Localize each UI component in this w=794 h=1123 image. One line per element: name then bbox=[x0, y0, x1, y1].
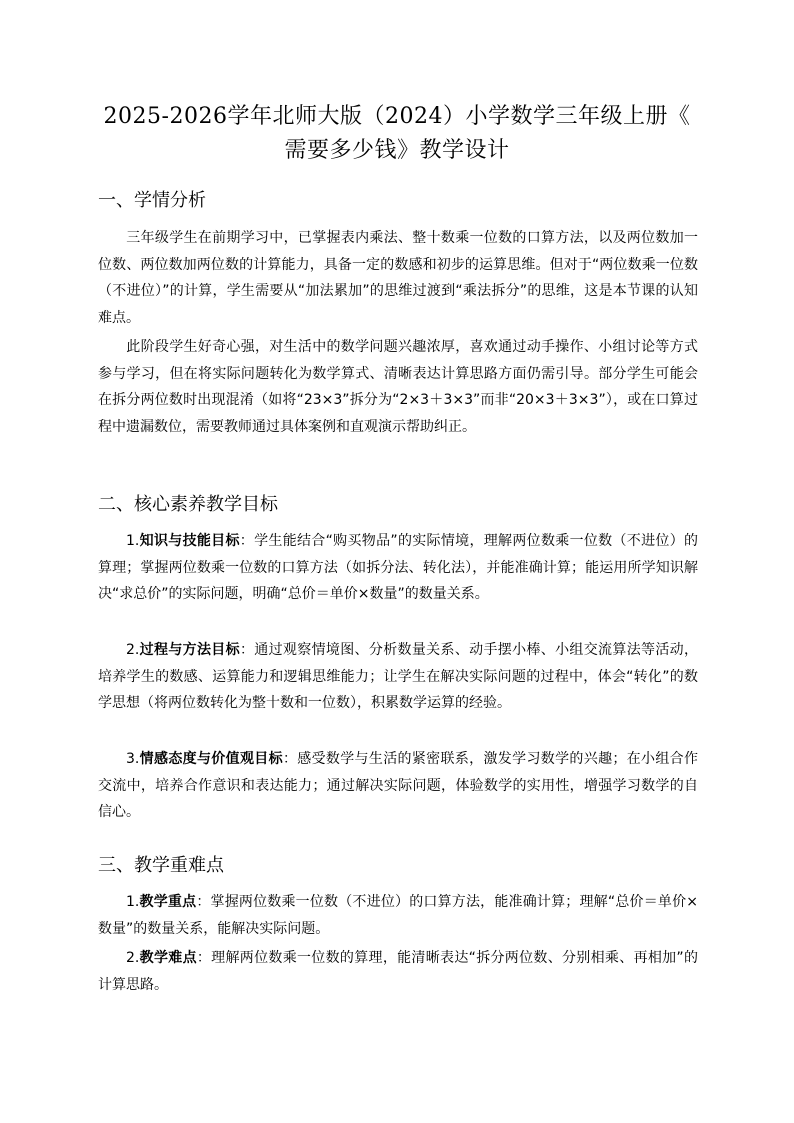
key-point-1-label: 教学重点 bbox=[139, 894, 197, 910]
goal-2-label: 过程与方法目标 bbox=[139, 642, 240, 658]
key-point-2-label: 教学难点 bbox=[139, 950, 197, 966]
goal-2-text: ：通过观察情境图、分析数量关系、动手摆小棒、小组交流算法等活动，培养学生的数感、运算能力和逻辑思维能力；让学生在解决实际问题的过程中，体会“转化”的数学思想（将两位数转化为整十数和一位数），积累数学运算的经验。 bbox=[98, 642, 698, 711]
document-title bbox=[96, 100, 698, 168]
goal-1-number: 1. bbox=[126, 533, 140, 549]
goal-2-number: 2. bbox=[126, 642, 140, 658]
section-heading-goals: 二、核心素养教学目标 bbox=[98, 494, 278, 515]
goal-item-3 bbox=[98, 746, 698, 826]
goal-item-2 bbox=[98, 637, 698, 717]
section-heading-analysis: 一、学情分析 bbox=[98, 190, 206, 211]
key-point-item-1 bbox=[98, 889, 698, 942]
analysis-paragraph-2 bbox=[98, 334, 698, 440]
key-point-1-text: ：掌握两位数乘一位数（不进位）的口算方法，能准确计算；理解“总价＝单价×数量”的数量关系，能解决实际问题。 bbox=[98, 894, 699, 937]
title-line-1: 2025-2026学年北师大版（2024）小学数学三年级上册《 bbox=[103, 104, 691, 129]
analysis-text-2: 此阶段学生好奇心强，对生活中的数学问题兴趣浓厚，喜欢通过动手操作、小组讨论等方式参与学习，但在将实际问题转化为数学算式、清晰表达计算思路方面仍需引导。部分学生可能会在拆分两位数时出现混淆（如将“23×3”拆分为“2×3＋3×3”而非“20×3＋3×3”），或在口算过程中遗漏数位，需要教师通过具体案例和直观演示帮助纠正。 bbox=[98, 339, 698, 435]
analysis-paragraph-1 bbox=[98, 225, 698, 331]
goal-item-1 bbox=[98, 528, 698, 608]
key-point-2-number: 2. bbox=[126, 950, 140, 966]
analysis-text-1: 三年级学生在前期学习中，已掌握表内乘法、整十数乘一位数的口算方法，以及两位数加一位数、两位数加两位数的计算能力，具备一定的数感和初步的运算思维。但对于“两位数乘一位数（不进位）”的计算，学生需要从“加法累加”的思维过渡到“乘法拆分”的思维，这是本节课的认知难点。 bbox=[98, 230, 698, 326]
goal-1-label: 知识与技能目标 bbox=[139, 533, 240, 549]
goal-3-number: 3. bbox=[126, 751, 140, 767]
key-point-2-text: ：理解两位数乘一位数的算理，能清晰表达“拆分两位数、分别相乘、再相加”的计算思路。 bbox=[98, 950, 698, 993]
section-heading-key-points: 三、教学重难点 bbox=[98, 855, 224, 876]
key-point-item-2 bbox=[98, 945, 698, 998]
goal-1-text: ：学生能结合“购买物品”的实际情境，理解两位数乘一位数（不进位）的算理；掌握两位数乘一位数的口算方法（如拆分法、转化法），并能准确计算；能运用所学知识解决“求总价”的实际问题，明确“总价＝单价×数量”的数量关系。 bbox=[98, 533, 699, 602]
title-line-2: 需要多少钱》教学设计 bbox=[284, 138, 510, 163]
goal-3-label: 情感态度与价值观目标 bbox=[139, 751, 283, 767]
key-point-1-number: 1. bbox=[126, 894, 140, 910]
goal-3-text: ：感受数学与生活的紧密联系，激发学习数学的兴趣；在小组合作交流中，培养合作意识和表达能力；通过解决实际问题，体验数学的实用性，增强学习数学的自信心。 bbox=[98, 751, 699, 820]
